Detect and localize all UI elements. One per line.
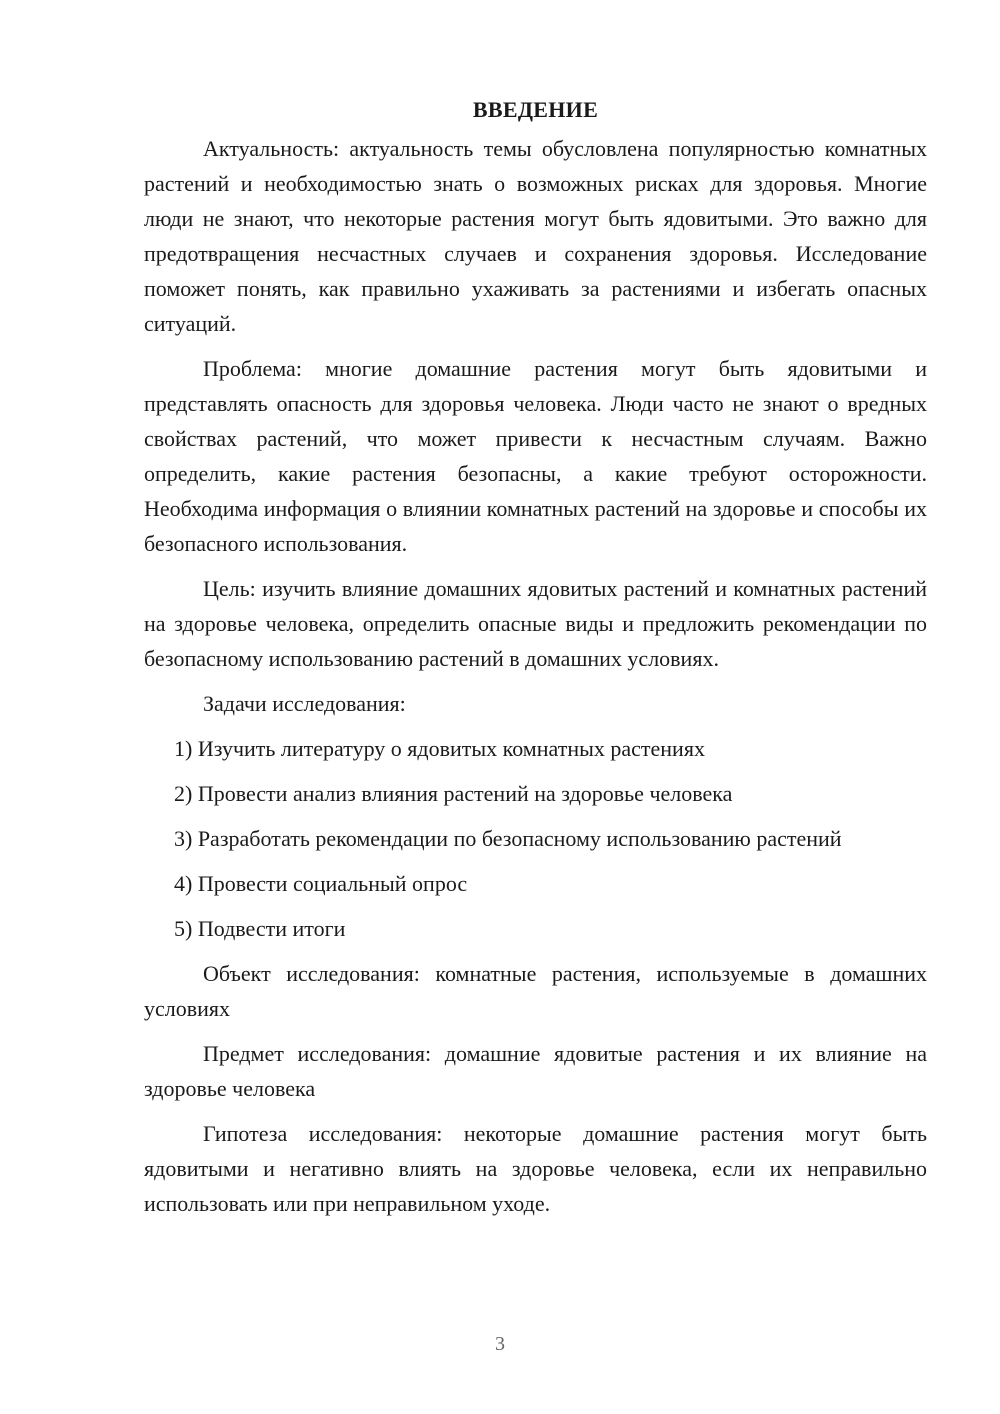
section-title: ВВЕДЕНИЕ (472, 97, 599, 122)
object-paragraph: Объект исследования: комнатные растения, используемые в домашних условиях (144, 961, 927, 1021)
task-item-3: 3) Разработать рекомендации по безопасному использованию растений (174, 826, 842, 851)
tasks-heading: Задачи исследования: (203, 691, 406, 716)
task-item-4: 4) Провести социальный опрос (174, 871, 468, 896)
task-item-1: 1) Изучить литературу о ядовитых комнатных растениях (174, 736, 705, 761)
subject-paragraph: Предмет исследования: домашние ядовитые растения и их влияние на здоровье человека (144, 1041, 927, 1101)
relevance-paragraph: Актуальность: актуальность темы обусловлена популярностью комнатных растений и необходимостью знать о возможных рисках для здоровья. Многие люди не знают, что некоторые растения могут быть ядовитыми. Это важно для предотвращения несчастных случаев и сохранения здоровья. Исследование поможет понять, как правильно ухаживать за растениями и избегать опасных ситуаций. (144, 136, 927, 336)
page-number: 3 (495, 1333, 505, 1355)
hypothesis-paragraph: Гипотеза исследования: некоторые домашние растения могут быть ядовитыми и негативно влиять на здоровье человека, если их неправильно использовать или при неправильном уходе. (144, 1121, 927, 1216)
goal-paragraph: Цель: изучить влияние домашних ядовитых растений и комнатных растений на здоровье человека, определить опасные виды и предложить рекомендации по безопасному использованию растений в домашних условиях. (144, 576, 927, 671)
task-item-5: 5) Подвести итоги (174, 916, 346, 941)
problem-paragraph: Проблема: многие домашние растения могут быть ядовитыми и представлять опасность для здоровья человека. Люди часто не знают о вредных свойствах растений, что может привести к несчастным случаям. Важно определить, какие растения безопасны, а какие требуют осторожности. Необходима информация о влиянии комнатных растений на здоровье и способы их безопасного использования. (144, 356, 927, 556)
task-item-2: 2) Провести анализ влияния растений на здоровье человека (174, 781, 733, 806)
document-page (144, 92, 927, 1231)
